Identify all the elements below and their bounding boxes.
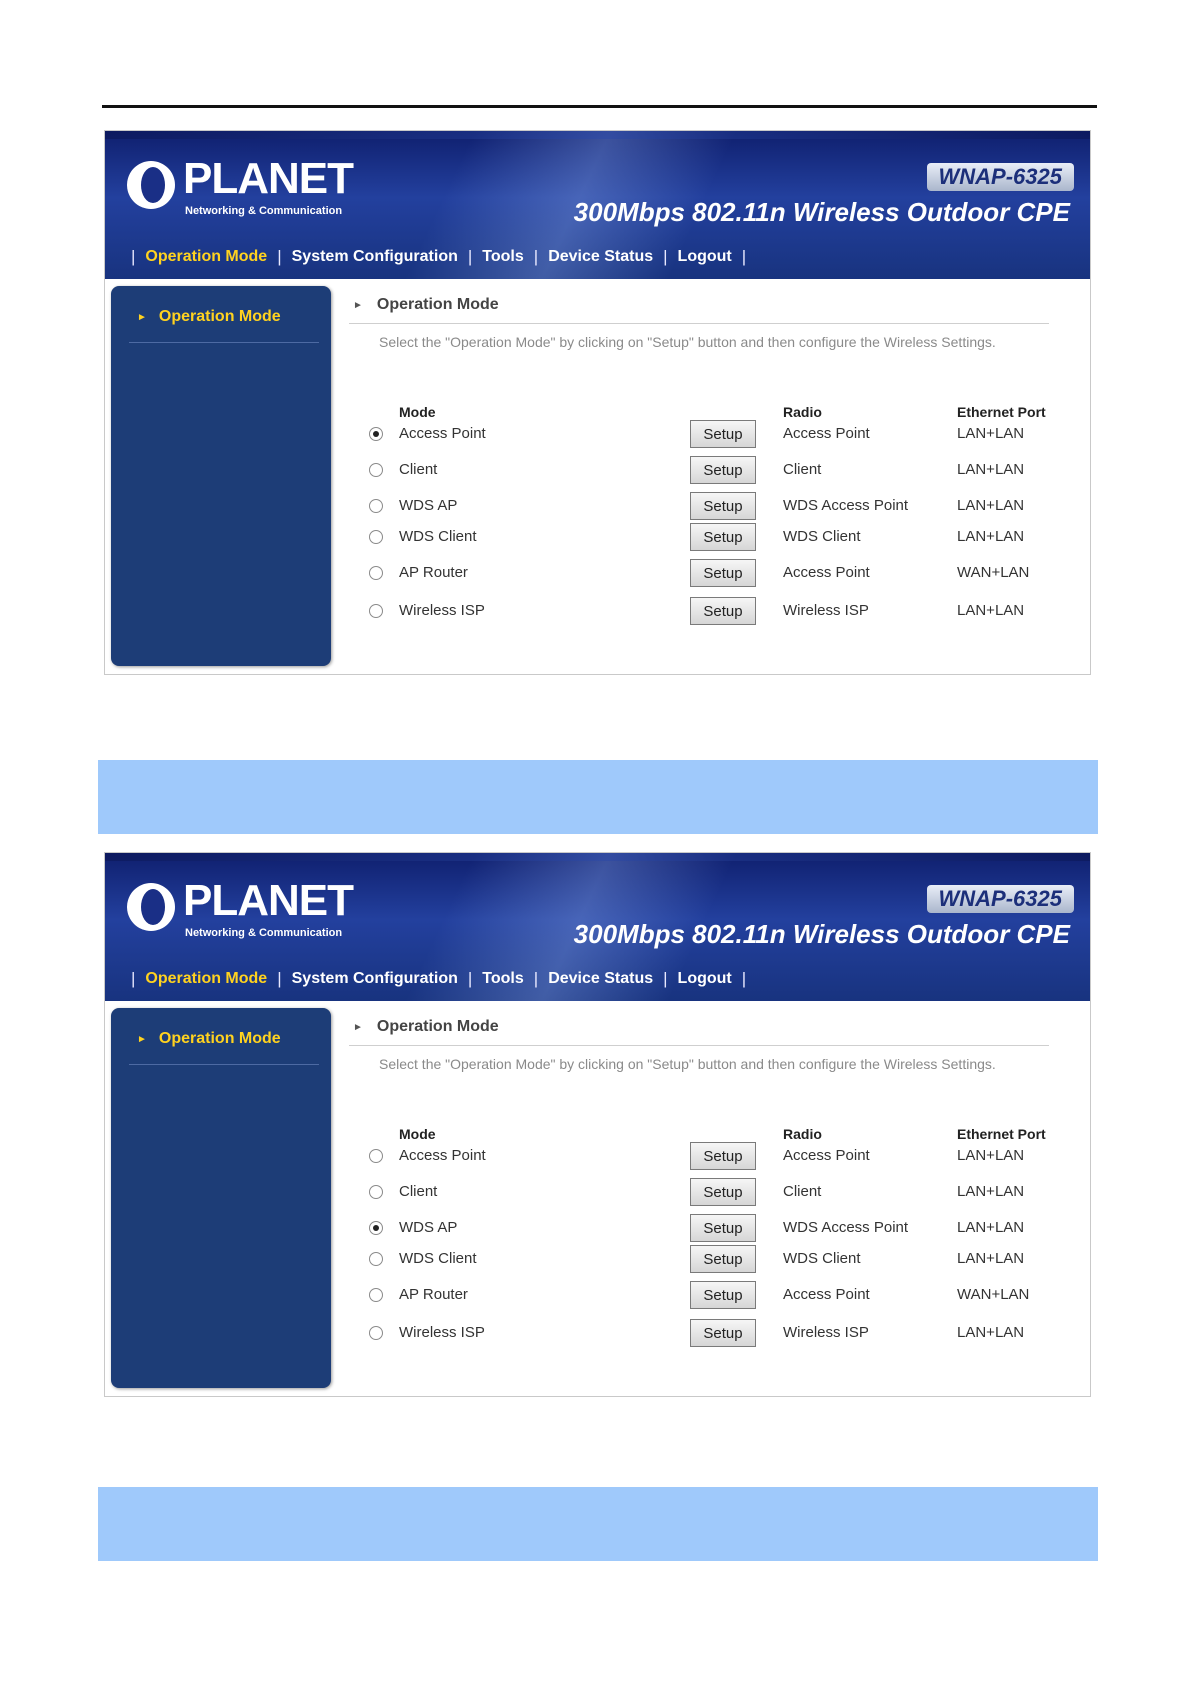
table-row — [343, 1214, 1083, 1244]
product-title: 300Mbps 802.11n Wireless Outdoor CPE — [573, 919, 1070, 949]
ethernet-port-value: WAN+LAN — [957, 564, 1030, 581]
setup-button[interactable]: Setup — [690, 1214, 756, 1242]
mode-label: WDS AP — [399, 497, 458, 514]
sidebar — [111, 1008, 331, 1388]
table-row — [343, 1281, 1083, 1311]
setup-button[interactable]: Setup — [690, 1142, 756, 1170]
model-badge: WNAP-6325 — [927, 885, 1074, 913]
table-row — [343, 492, 1083, 522]
column-header-mode: Mode — [399, 404, 436, 420]
mode-label: Access Point — [399, 425, 486, 442]
mode-radio[interactable] — [369, 566, 383, 580]
sidebar — [111, 286, 331, 666]
mode-label: Access Point — [399, 1147, 486, 1164]
column-header-radio: Radio — [783, 1126, 822, 1142]
sidebar-divider — [129, 1064, 319, 1065]
column-header-mode: Mode — [399, 1126, 436, 1142]
ethernet-port-value: LAN+LAN — [957, 602, 1025, 619]
nav-logout[interactable]: Logout — [677, 970, 732, 987]
top-nav — [105, 235, 1090, 279]
radio-mode-value: Access Point — [783, 1147, 870, 1164]
arrow-right-icon: ► — [353, 299, 363, 311]
radio-mode-value: Client — [783, 461, 822, 478]
radio-mode-value: Access Point — [783, 425, 870, 442]
mode-label: WDS Client — [399, 528, 477, 545]
planet-logo-icon — [127, 161, 175, 209]
nav-system-configuration[interactable]: System Configuration — [291, 248, 458, 265]
planet-logo-icon — [127, 883, 175, 931]
nav-separator: | — [467, 247, 473, 266]
logo-text: PLANET — [183, 154, 353, 203]
mode-radio[interactable] — [369, 1326, 383, 1340]
section-description: Select the "Operation Mode" by clicking on "Setup" button and then configure the Wireless Settings. — [379, 1056, 996, 1072]
radio-mode-value: Client — [783, 1183, 822, 1200]
mode-label: Wireless ISP — [399, 1324, 485, 1341]
ethernet-port-value: LAN+LAN — [957, 1219, 1025, 1236]
nav-operation-mode[interactable]: Operation Mode — [145, 248, 268, 265]
section-description: Select the "Operation Mode" by clicking on "Setup" button and then configure the Wireless Settings. — [379, 334, 996, 350]
table-row — [343, 1142, 1083, 1172]
mode-label: AP Router — [399, 564, 468, 581]
highlight-band — [98, 1487, 1098, 1561]
sidebar-item-operation-mode[interactable] — [137, 308, 281, 326]
setup-button[interactable]: Setup — [690, 1245, 756, 1273]
planet-logo — [127, 153, 357, 223]
setup-button[interactable]: Setup — [690, 523, 756, 551]
mode-radio[interactable] — [369, 1185, 383, 1199]
table-row — [343, 1319, 1083, 1349]
mode-radio[interactable] — [369, 1221, 383, 1235]
model-badge: WNAP-6325 — [927, 163, 1074, 191]
ethernet-port-value: LAN+LAN — [957, 1324, 1025, 1341]
mode-radio[interactable] — [369, 499, 383, 513]
nav-device-status[interactable]: Device Status — [548, 248, 654, 265]
table-row — [343, 597, 1083, 627]
setup-button[interactable]: Setup — [690, 1319, 756, 1347]
logo-text: PLANET — [183, 876, 353, 925]
ethernet-port-value: LAN+LAN — [957, 425, 1025, 442]
nav-separator: | — [741, 969, 747, 988]
header-banner — [105, 853, 1090, 1001]
top-nav — [105, 957, 1090, 1001]
arrow-right-icon: ► — [137, 1033, 147, 1045]
mode-radio[interactable] — [369, 1252, 383, 1266]
mode-radio[interactable] — [369, 1288, 383, 1302]
nav-system-configuration[interactable]: System Configuration — [291, 970, 458, 987]
ethernet-port-value: LAN+LAN — [957, 461, 1025, 478]
ethernet-port-value: LAN+LAN — [957, 1183, 1025, 1200]
nav-operation-mode[interactable]: Operation Mode — [145, 970, 268, 987]
table-row — [343, 456, 1083, 486]
setup-button[interactable]: Setup — [690, 1281, 756, 1309]
radio-mode-value: WDS Client — [783, 1250, 861, 1267]
main-content — [343, 286, 1083, 666]
nav-tools[interactable]: Tools — [482, 970, 524, 987]
setup-button[interactable]: Setup — [690, 492, 756, 520]
column-header-ethernet: Ethernet Port — [957, 404, 1046, 420]
nav-separator: | — [277, 969, 282, 988]
header-banner — [105, 131, 1090, 279]
mode-label: WDS Client — [399, 1250, 477, 1267]
sidebar-divider — [129, 342, 319, 343]
mode-label: Client — [399, 461, 438, 478]
radio-mode-value: Access Point — [783, 1286, 870, 1303]
logo-subtitle: Networking & Communication — [185, 205, 343, 217]
sidebar-item-operation-mode[interactable] — [137, 1030, 281, 1048]
ethernet-port-value: LAN+LAN — [957, 1250, 1025, 1267]
nav-separator: | — [663, 247, 668, 266]
router-ui-screenshot-2 — [104, 852, 1091, 1397]
arrow-right-icon: ► — [137, 311, 147, 323]
mode-table — [343, 286, 1083, 666]
nav-separator: | — [277, 247, 282, 266]
nav-separator: | — [663, 969, 668, 988]
setup-button[interactable]: Setup — [690, 597, 756, 625]
radio-mode-value: Wireless ISP — [783, 1324, 869, 1341]
router-ui-screenshot-1 — [104, 130, 1091, 675]
radio-mode-value: WDS Client — [783, 528, 861, 545]
mode-label: AP Router — [399, 1286, 468, 1303]
product-title: 300Mbps 802.11n Wireless Outdoor CPE — [573, 197, 1070, 227]
nav-tools[interactable]: Tools — [482, 248, 524, 265]
setup-button[interactable]: Setup — [690, 559, 756, 587]
table-row — [343, 559, 1083, 589]
arrow-right-icon: ► — [353, 1021, 363, 1033]
nav-separator: | — [131, 247, 136, 266]
sidebar-item-label: Operation Mode — [158, 1030, 281, 1047]
ethernet-port-value: LAN+LAN — [957, 497, 1025, 514]
logo-subtitle: Networking & Communication — [185, 927, 343, 939]
mode-label: Client — [399, 1183, 438, 1200]
mode-radio[interactable] — [369, 604, 383, 618]
section-title: Operation Mode — [376, 1018, 499, 1035]
radio-mode-value: Access Point — [783, 564, 870, 581]
radio-mode-value: WDS Access Point — [783, 1219, 909, 1236]
mode-table — [343, 1008, 1083, 1388]
table-row — [343, 1245, 1083, 1275]
ethernet-port-value: LAN+LAN — [957, 528, 1025, 545]
mode-label: WDS AP — [399, 1219, 458, 1236]
nav-logout[interactable]: Logout — [677, 248, 732, 265]
nav-device-status[interactable]: Device Status — [548, 970, 654, 987]
mode-radio[interactable] — [369, 530, 383, 544]
mode-radio[interactable] — [369, 427, 383, 441]
table-row — [343, 523, 1083, 553]
radio-mode-value: WDS Access Point — [783, 497, 909, 514]
nav-separator: | — [741, 247, 747, 266]
ethernet-port-value: LAN+LAN — [957, 1147, 1025, 1164]
top-rule — [102, 105, 1097, 108]
column-header-radio: Radio — [783, 404, 822, 420]
sidebar-item-label: Operation Mode — [158, 308, 281, 325]
planet-logo — [127, 875, 357, 945]
section-title: Operation Mode — [376, 296, 499, 313]
nav-separator: | — [533, 247, 539, 266]
nav-separator: | — [467, 969, 473, 988]
mode-label: Wireless ISP — [399, 602, 485, 619]
ethernet-port-value: WAN+LAN — [957, 1286, 1030, 1303]
highlight-band — [98, 760, 1098, 834]
setup-button[interactable]: Setup — [690, 420, 756, 448]
radio-mode-value: Wireless ISP — [783, 602, 869, 619]
main-content — [343, 1008, 1083, 1388]
nav-separator: | — [533, 969, 539, 988]
setup-button[interactable]: Setup — [690, 456, 756, 484]
column-header-ethernet: Ethernet Port — [957, 1126, 1046, 1142]
mode-radio[interactable] — [369, 1149, 383, 1163]
table-row — [343, 1178, 1083, 1208]
mode-radio[interactable] — [369, 463, 383, 477]
setup-button[interactable]: Setup — [690, 1178, 756, 1206]
nav-separator: | — [131, 969, 136, 988]
table-row — [343, 420, 1083, 450]
